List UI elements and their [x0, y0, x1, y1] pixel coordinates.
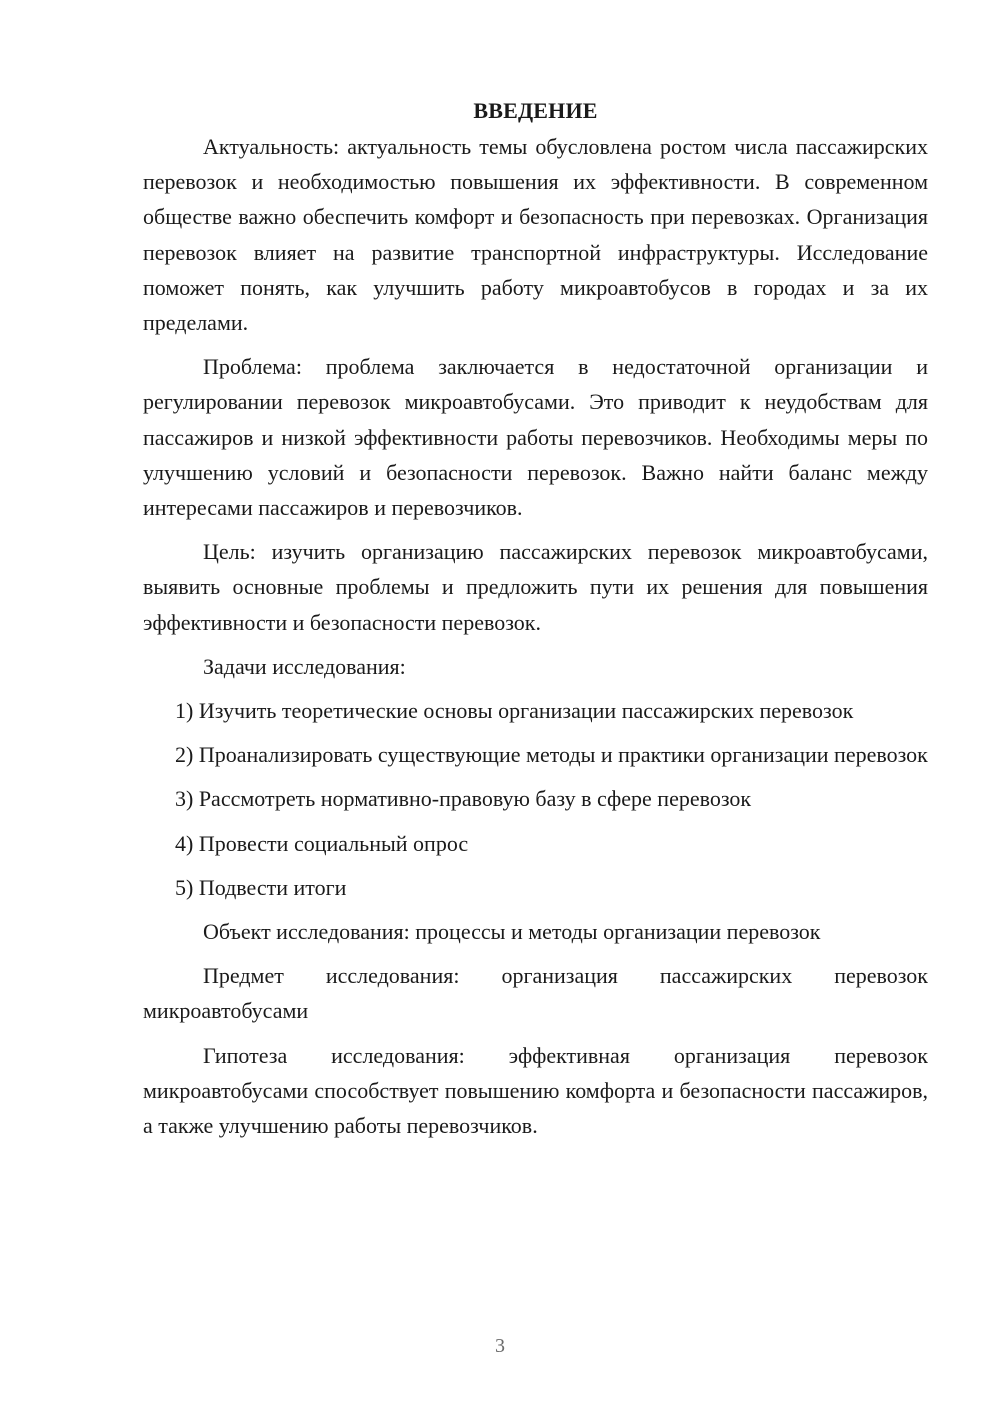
- page-title: ВВЕДЕНИЕ: [473, 98, 598, 123]
- paragraph-object: Объект исследования: процессы и методы организации перевозок: [203, 919, 821, 945]
- page-number: 3: [495, 1335, 505, 1357]
- document-page: [143, 96, 928, 1143]
- task-item-3: 3) Рассмотреть нормативно-правовую базу в сфере перевозок: [175, 786, 752, 812]
- paragraph-goal: Цель: изучить организацию пассажирских перевозок микроавтобусами, выявить основные проблемы и предложить пути их решения для повышения эффективности и безопасности перевозок.: [143, 539, 928, 635]
- paragraph-relevance: Актуальность: актуальность темы обусловлена ростом числа пассажирских перевозок и необходимостью повышения их эффективности. В современном обществе важно обеспечить комфорт и безопасность при перевозках. Организация перевозок влияет на развитие транспортной инфраструктуры. Исследование поможет понять, как улучшить работу микроавтобусов в городах и за их пределами.: [143, 134, 928, 336]
- task-item-5: 5) Подвести итоги: [175, 874, 347, 900]
- paragraph-problem: Проблема: проблема заключается в недостаточной организации и регулировании перевозок микроавтобусами. Это приводит к неудобствам для пассажиров и низкой эффективности работы перевозчиков. Необходимы меры по улучшению условий и безопасности перевозок. Важно найти баланс между интересами пассажиров и перевозчиков.: [143, 354, 928, 521]
- tasks-title: Задачи исследования:: [203, 653, 406, 679]
- task-item-1: 1) Изучить теоретические основы организации пассажирских перевозок: [175, 698, 854, 724]
- paragraph-subject: Предмет исследования: организация пассажирских перевозок микроавтобусами: [143, 963, 928, 1024]
- task-item-2: 2) Проанализировать существующие методы и практики организации перевозок: [175, 742, 928, 768]
- paragraph-hypothesis: Гипотеза исследования: эффективная организация перевозок микроавтобусами способствует повышению комфорта и безопасности пассажиров, а также улучшению работы перевозчиков.: [143, 1042, 928, 1139]
- task-item-4: 4) Провести социальный опрос: [175, 830, 469, 856]
